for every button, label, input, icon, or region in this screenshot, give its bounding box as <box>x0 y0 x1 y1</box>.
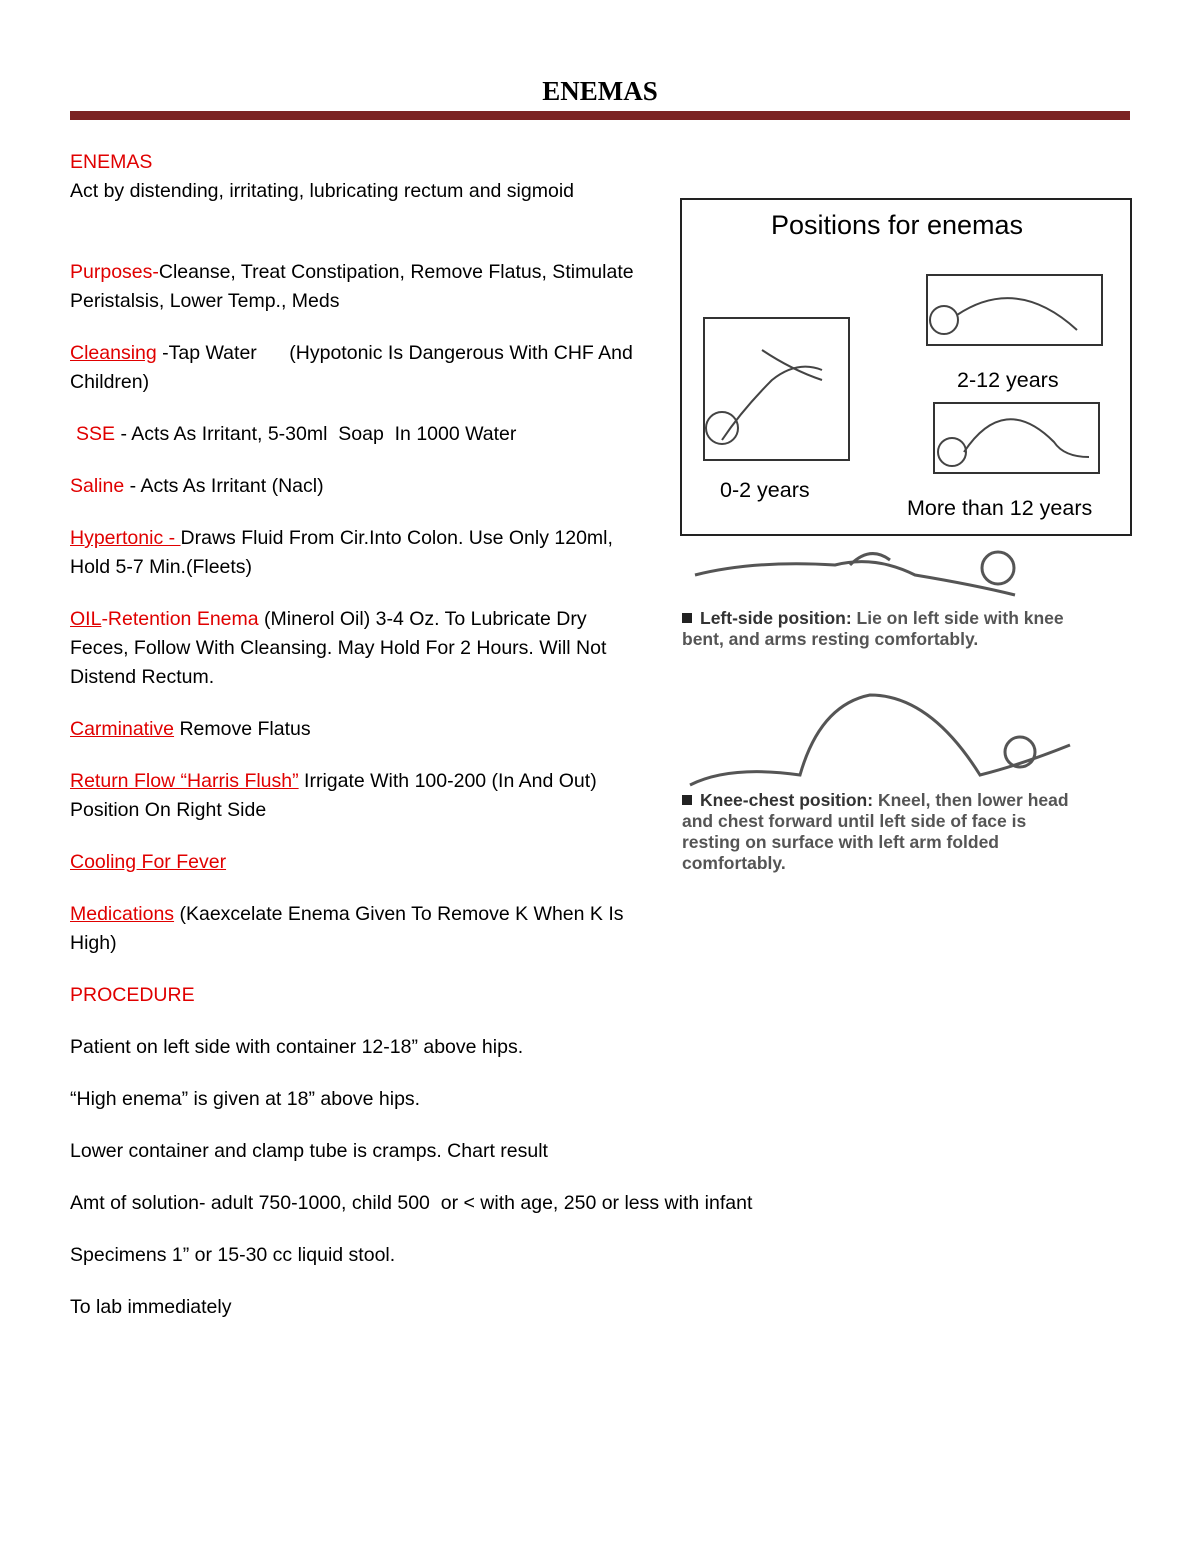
sse-section <box>70 420 645 449</box>
procedure-step: To lab immediately <box>70 1296 232 1318</box>
label-more-than-12-years: More than 12 years <box>907 496 1093 520</box>
cleansing-text: -Tap Water (Hypotonic Is Dangerous With CHF And Children) <box>70 342 633 393</box>
page-title: ENEMAS <box>542 76 658 106</box>
medications-section <box>70 900 645 958</box>
hypertonic-label: Hypertonic - <box>70 527 181 549</box>
saline-label: Saline <box>70 475 125 497</box>
procedure-step: Specimens 1” or 15-30 cc liquid stool. <box>70 1244 396 1266</box>
sse-label: SSE <box>76 423 116 445</box>
procedure-step: Patient on left side with container 12-18” above hips. <box>70 1036 524 1058</box>
left-side-caption <box>682 608 1082 650</box>
cooling-section <box>70 848 645 877</box>
knee-chest-heading: Knee-chest position: <box>700 790 874 810</box>
procedure-step: Amt of solution- adult 750-1000, child 500 or < with age, 250 or less with infant <box>70 1192 753 1214</box>
hypertonic-section <box>70 524 645 582</box>
return-flow-label: Return Flow “Harris Flush” <box>70 770 299 792</box>
oil-label-underlined: OIL <box>70 608 102 630</box>
carminative-text: Remove Flatus <box>174 718 311 740</box>
positions-figure-2 <box>650 520 1150 910</box>
title-divider <box>70 111 1130 120</box>
purposes-text: Cleanse, Treat Constipation, Remove Flatus, Stimulate Peristalsis, Lower Temp., Meds <box>70 261 634 312</box>
left-side-heading: Left-side position: <box>700 608 852 628</box>
figure-title: Positions for enemas <box>770 210 1024 240</box>
intro-section <box>70 148 645 206</box>
medications-label: Medications <box>70 903 175 925</box>
oil-text: (Minerol Oil) 3-4 Oz. To Lubricate Dry Feces, Follow With Cleansing. May Hold For 2 Hours. Will Not Distend Rectum. <box>70 608 607 688</box>
return-flow-section <box>70 767 645 825</box>
saline-text: - Acts As Irritant (Nacl) <box>129 475 324 497</box>
intro-text: Act by distending, irritating, lubricating rectum and sigmoid <box>70 180 574 202</box>
cleansing-section <box>70 339 645 397</box>
positions-figure <box>680 198 1132 536</box>
procedure-step: Lower container and clamp tube is cramps. Chart result <box>70 1140 548 1162</box>
cleansing-label: Cleansing <box>70 342 157 364</box>
bullet-icon <box>682 613 692 623</box>
medications-text: (Kaexcelate Enema Given To Remove K When K Is High) <box>70 903 624 954</box>
label-0-2-years: 0-2 years <box>720 478 810 502</box>
procedure-heading: PROCEDURE <box>70 984 195 1006</box>
saline-section <box>70 472 645 501</box>
purposes-section <box>70 258 645 316</box>
oil-label: -Retention Enema <box>101 608 259 630</box>
knee-chest-text: Kneel, then lower head and chest forward until left side of face is resting on surface with left arm folded comfortably. <box>682 790 1069 873</box>
carminative-label: Carminative <box>70 718 175 740</box>
oil-section <box>70 605 645 692</box>
purposes-label: Purposes- <box>70 261 159 283</box>
carminative-section <box>70 715 645 744</box>
knee-chest-caption <box>682 790 1082 874</box>
notes-column <box>70 148 753 1345</box>
label-2-12-years: 2-12 years <box>957 368 1059 392</box>
intro-heading: ENEMAS <box>70 151 153 173</box>
bullet-icon <box>682 795 692 805</box>
return-flow-text: Irrigate With 100-200 (In And Out) Position On Right Side <box>70 770 597 821</box>
hypertonic-text: Draws Fluid From Cir.Into Colon. Use Only 120ml, Hold 5-7 Min.(Fleets) <box>70 527 613 578</box>
left-side-text: Lie on left side with knee bent, and arms resting comfortably. <box>682 608 1064 649</box>
sse-text: - Acts As Irritant, 5-30ml Soap In 1000 Water <box>115 423 517 445</box>
cooling-label: Cooling For Fever <box>70 851 227 873</box>
procedure-step: “High enema” is given at 18” above hips. <box>70 1088 421 1110</box>
